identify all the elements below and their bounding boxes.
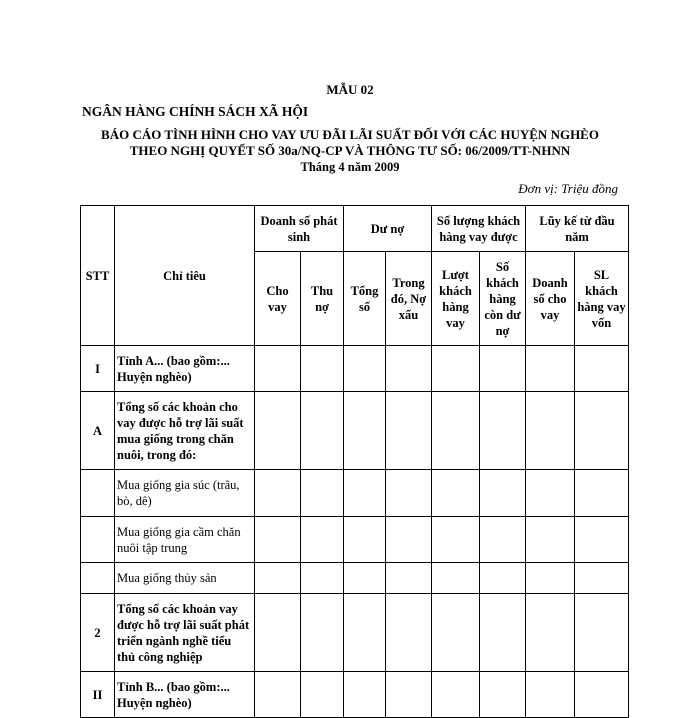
row-stt (81, 517, 115, 563)
row-stt: I (81, 346, 115, 392)
unit-label: Đơn vị: Triệu đồng (518, 181, 618, 196)
col-header-chitieu: Chỉ tiêu (115, 206, 255, 346)
report-table (80, 205, 629, 718)
sub-header-tong-so: Tổng số (344, 252, 386, 346)
group-header-so-luong: Số lượng khách hàng vay được (432, 206, 526, 252)
sub-header-luot-kh: Lượt khách hàng vay (432, 252, 480, 346)
row-label: Tổng số các khoản cho vay được hỗ trợ lãi suất mua giống trong chăn nuôi, trong đó: (115, 392, 255, 470)
row-stt: 2 (81, 594, 115, 672)
row-label: Tỉnh A... (bao gồm:... Huyện nghèo) (115, 346, 255, 392)
group-header-doanh-so: Doanh số phát sinh (255, 206, 344, 252)
form-code: MẪU 02 (326, 82, 374, 97)
row-label: Mua giống gia súc (trâu, bò, dê) (115, 470, 255, 517)
sub-header-sl-kh: SL khách hàng vay vốn (575, 252, 629, 346)
table-row (81, 594, 629, 672)
report-period: Tháng 4 năm 2009 (300, 160, 400, 174)
sub-header-so-kh: Số khách hàng còn dư nợ (480, 252, 526, 346)
report-title-line2: THEO NGHỊ QUYẾT SỐ 30a/NQ-CP VÀ THÔNG TƯ SỐ: 06/2009/TT-NHNN (129, 143, 571, 158)
row-label: Tỉnh B... (bao gồm:... Huyện nghèo) (115, 672, 255, 718)
sub-header-trong-do: Trong đó, Nợ xấu (386, 252, 432, 346)
row-stt (81, 563, 115, 594)
row-label: Tổng số các khoản vay được hỗ trợ lãi suất phát triển ngành nghề tiểu thủ công nghiệp (115, 594, 255, 672)
group-header-du-no: Dư nợ (344, 206, 432, 252)
col-header-stt: STT (81, 206, 115, 346)
row-stt: A (81, 392, 115, 470)
table-row (81, 672, 629, 718)
sub-header-thu-no: Thu nợ (301, 252, 344, 346)
row-stt: II (81, 672, 115, 718)
table-row (81, 392, 629, 470)
sub-header-doanh-so-cho-vay: Doanh số cho vay (526, 252, 575, 346)
table-row (81, 346, 629, 392)
row-label: Mua giống thủy sản (115, 563, 255, 594)
group-header-luy-ke: Lũy kế từ đầu năm (526, 206, 629, 252)
table-row (81, 517, 629, 563)
bank-name: NGÂN HÀNG CHÍNH SÁCH XÃ HỘI (82, 104, 309, 119)
report-title-line1: BÁO CÁO TÌNH HÌNH CHO VAY ƯU ĐÃI LÃI SUẤT ĐỐI VỚI CÁC HUYỆN NGHÈO (101, 127, 599, 142)
row-label: Mua giống gia cầm chăn nuôi tập trung (115, 517, 255, 563)
row-stt (81, 470, 115, 517)
table-row (81, 563, 629, 594)
table-row (81, 470, 629, 517)
sub-header-cho-vay: Cho vay (255, 252, 301, 346)
